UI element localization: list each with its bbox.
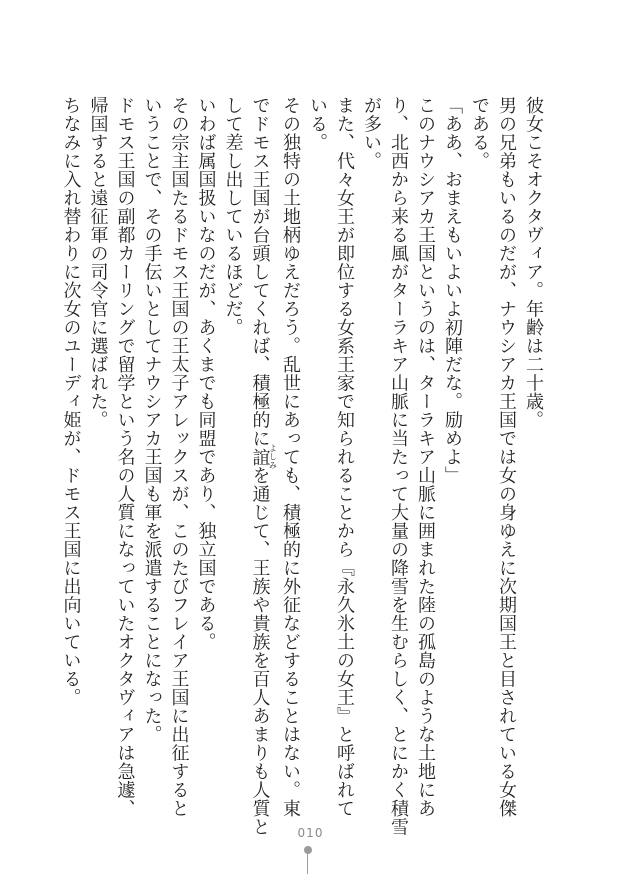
text-line-13: いわば属国扱いなのだが、あくまでも同盟であり、独立国である。: [195, 96, 217, 651]
text-line-17: 帰国すると遠征軍の司令官に選ばれた。: [87, 96, 109, 429]
folio-stem: [307, 854, 308, 874]
text-line-11: でドモス王国が台頭してくれば、積極的に誼よしみを通じて、王族や貴族を百人あまりも人質と: [249, 96, 278, 836]
text-line-5: このナウシアカ王国というのは、ターラキア山脈に囲まれた陸の孤島のような土地にあ: [415, 96, 436, 818]
text-line-8: また、代々女王が即位する女系王家で知られることから『永久氷土の女王』と呼ばれて: [334, 96, 355, 818]
text-line-12: して差し出しているほどだ。: [222, 96, 244, 337]
text-line-7: が多い。: [361, 96, 382, 170]
text-line-10: その独特の土地柄ゆえだろう。乱世にあっても、積極的に外征などすることはない。東: [280, 96, 301, 818]
folio-ornament: [307, 846, 309, 872]
ruby-annotation: 誼よしみ: [249, 444, 278, 470]
text-line-2: 男の兄弟もいるのだが、ナウシアカ王国では女の身ゆえに次期国王と目されている女傑: [496, 96, 517, 818]
text-line-15: いうことで、その手伝いとしてナウシアカ王国も軍を派遣することになった。: [141, 96, 163, 744]
page-number: 010: [297, 826, 324, 840]
text-line-4: 「ああ、おまえもいよいよ初陣だな。励めよ」: [442, 96, 463, 485]
text-line-18: ちなみに入れ替わりに次女のユーディ姫が、ドモス王国に出向いている。: [60, 96, 82, 707]
text-line-9: いる。: [307, 96, 328, 152]
text-line-14: その宗主国たるドモス王国の王太子アレックスが、このたびフレイア王国に出征すると: [168, 96, 190, 818]
text-line-1: 彼女こそオクタヴィア。年齢は二十歳。: [523, 96, 544, 429]
folio-dot: [304, 846, 312, 854]
text-line-6: り、北西から来る風がターラキア山脈に当たって大量の降雪を生むらしく、とにかく積雪: [388, 96, 409, 836]
text-line-3: である。: [469, 96, 490, 170]
ruby-reading: よしみ: [268, 444, 278, 470]
text-line-16: ドモス王国の副都カーリングで留学という名の人質になっていたオクタヴィアは急遽、: [114, 96, 136, 818]
